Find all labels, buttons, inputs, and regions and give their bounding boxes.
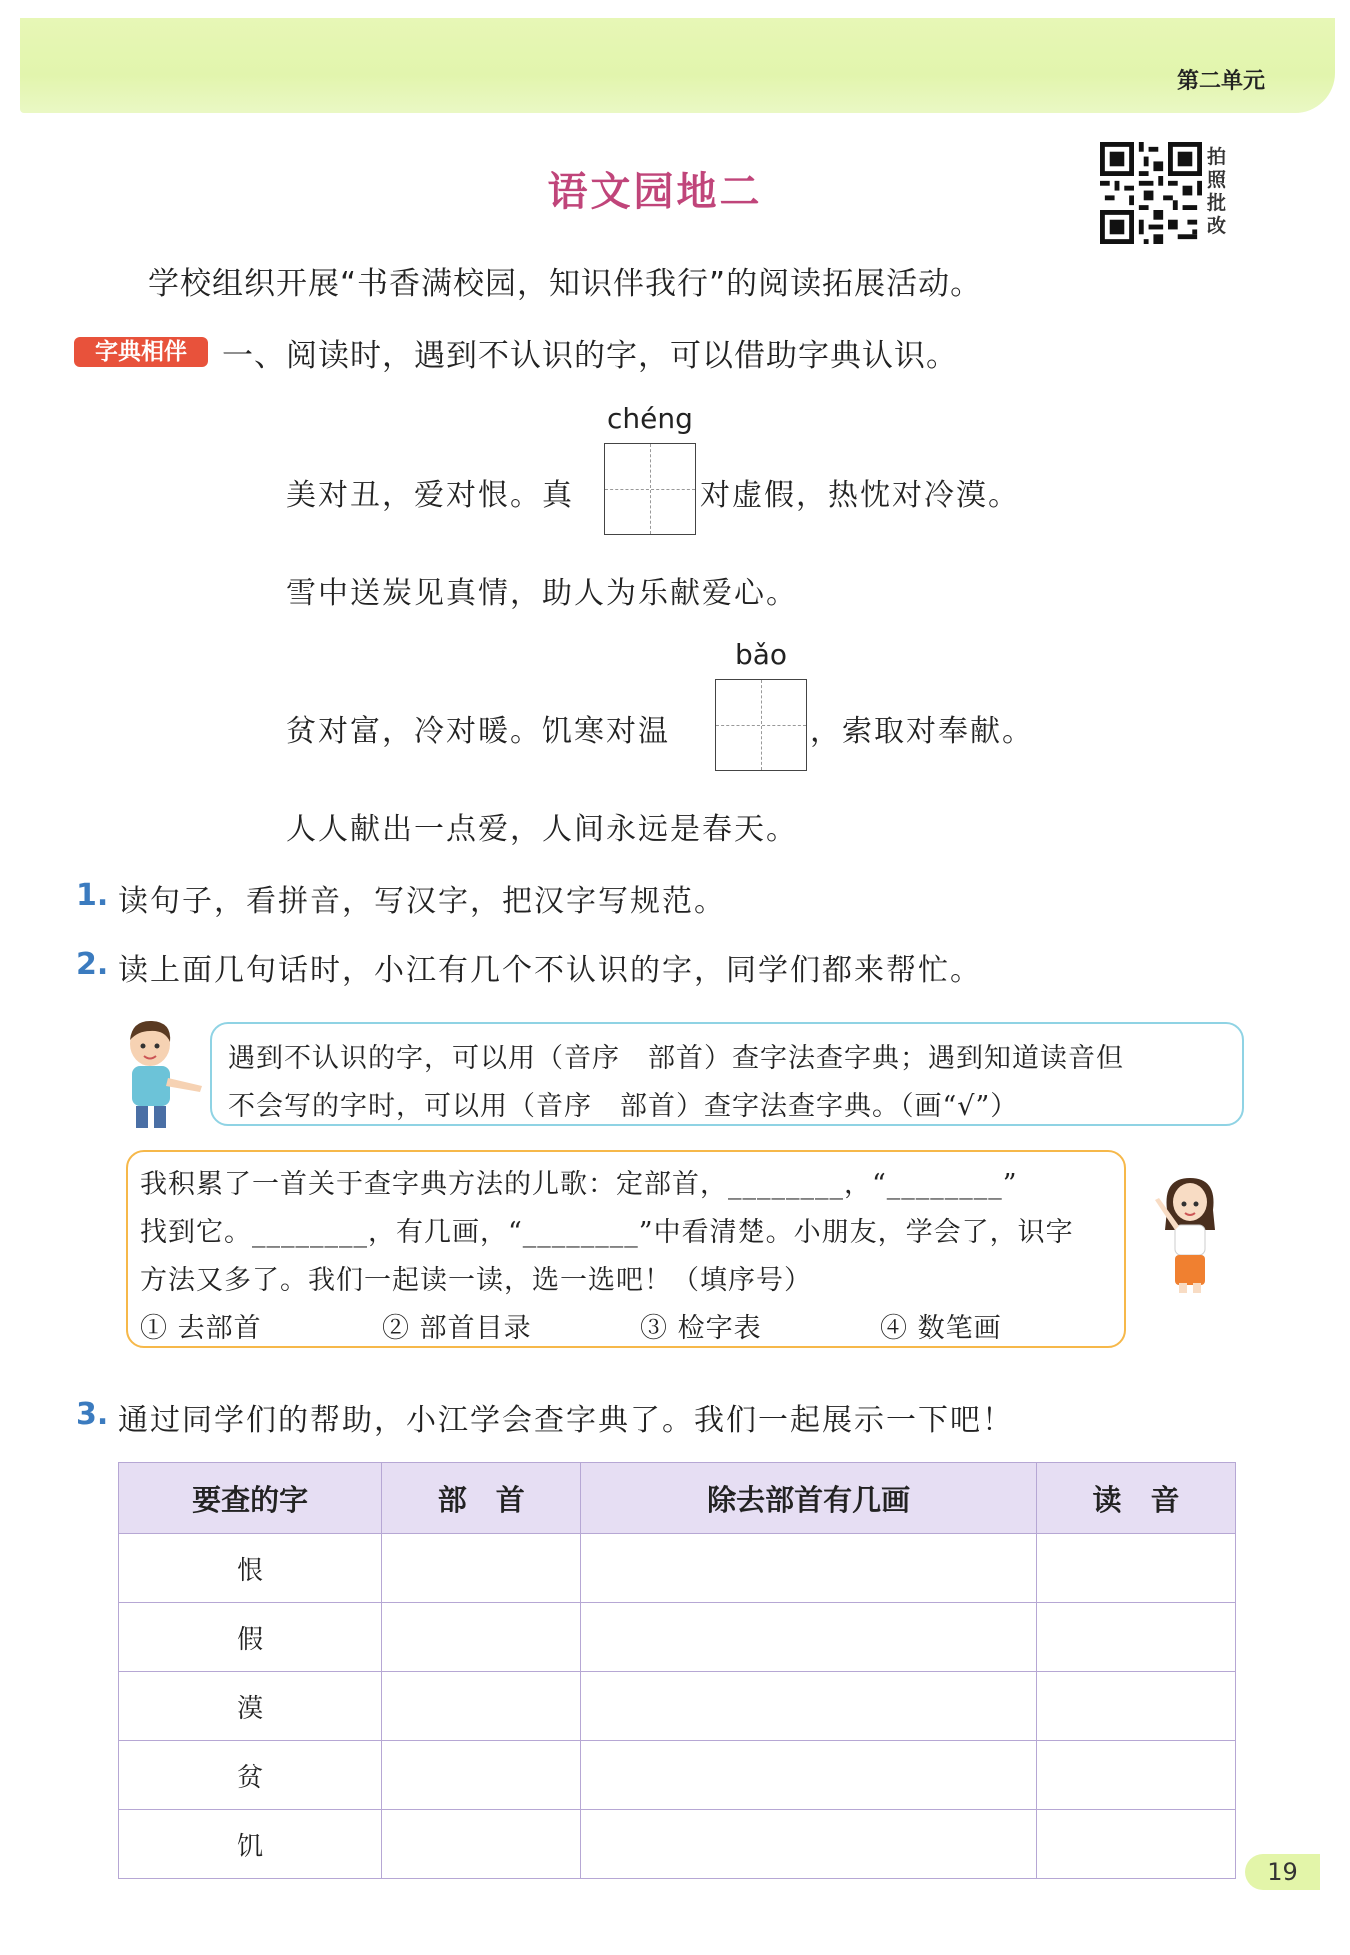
- section-heading: 一、阅读时，遇到不认识的字，可以借助字典认识。: [222, 338, 958, 374]
- qr-code-icon: [1100, 142, 1202, 244]
- q2-number: 2.: [76, 947, 109, 982]
- poem-line-1a: 美对丑，爱对恨。真: [286, 478, 574, 513]
- header-character: 要查的字: [119, 1463, 382, 1534]
- option-4: ④ 数笔画: [880, 1313, 1002, 1344]
- pronunciation-cell[interactable]: [1036, 1534, 1235, 1603]
- radical-cell[interactable]: [382, 1603, 581, 1672]
- radical-cell[interactable]: [382, 1810, 581, 1879]
- option-2: ② 部首目录: [382, 1313, 532, 1344]
- poem-line-2: 雪中送炭见真情，助人为乐献爱心。: [286, 576, 798, 611]
- stroke-cell[interactable]: [581, 1603, 1037, 1672]
- qr-caption: 拍 照 批 改: [1207, 146, 1227, 237]
- stroke-cell[interactable]: [581, 1672, 1037, 1741]
- header-radical: 部 首: [382, 1463, 581, 1534]
- pronunciation-cell[interactable]: [1036, 1810, 1235, 1879]
- stroke-cell[interactable]: [581, 1534, 1037, 1603]
- unit-label: 第二单元: [1176, 69, 1265, 94]
- header-band: [20, 18, 1335, 113]
- stroke-cell[interactable]: [581, 1810, 1037, 1879]
- poem-line-1b: 对虚假，热忱对冷漠。: [700, 478, 1020, 513]
- q3-number: 3.: [76, 1397, 109, 1432]
- intro-text: 学校组织开展“书香满校园，知识伴我行”的阅读拓展活动。: [148, 266, 983, 302]
- pronunciation-cell[interactable]: [1036, 1741, 1235, 1810]
- stroke-cell[interactable]: [581, 1741, 1037, 1810]
- page-number: 19: [1245, 1854, 1320, 1890]
- girl-bubble-line-3: 方法又多了。我们一起读一读，选一选吧！（填序号）: [140, 1265, 812, 1296]
- radical-cell[interactable]: [382, 1672, 581, 1741]
- q3-text: 通过同学们的帮助，小江学会查字典了。我们一起展示一下吧！: [118, 1403, 1014, 1438]
- pronunciation-cell[interactable]: [1036, 1603, 1235, 1672]
- q2-text: 读上面几句话时，小江有几个不认识的字，同学们都来帮忙。: [118, 953, 982, 988]
- boy-illustration: [110, 1016, 210, 1131]
- option-3: ③ 检字表: [640, 1313, 762, 1344]
- row-character: 假: [119, 1603, 382, 1672]
- q1-text: 读句子，看拼音，写汉字，把汉字写规范。: [118, 884, 726, 919]
- row-character: 恨: [119, 1534, 382, 1603]
- row-character: 贫: [119, 1741, 382, 1810]
- pinyin-cheng: chéng: [607, 402, 693, 435]
- header-pronunciation: 读 音: [1036, 1463, 1235, 1534]
- answer-box-bao[interactable]: [715, 679, 807, 771]
- header-stroke-count: 除去部首有几画: [581, 1463, 1037, 1534]
- girl-illustration: [1145, 1170, 1235, 1295]
- girl-bubble-line-2: 找到它。________，有几画，“________”中看清楚。小朋友，学会了，识字: [140, 1217, 1074, 1248]
- radical-cell[interactable]: [382, 1534, 581, 1603]
- page-title: 语文园地二: [547, 169, 763, 215]
- q1-number: 1.: [76, 878, 109, 913]
- answer-box-cheng[interactable]: [604, 443, 696, 535]
- pinyin-bao: bǎo: [735, 638, 788, 671]
- table-row: [119, 1810, 1236, 1879]
- row-character: 饥: [119, 1810, 382, 1879]
- radical-cell[interactable]: [382, 1741, 581, 1810]
- table-row: [119, 1741, 1236, 1810]
- row-character: 漠: [119, 1672, 382, 1741]
- poem-line-3b: ，索取对奉献。: [810, 714, 1034, 749]
- boy-bubble-line-1: 遇到不认识的字，可以用（音序 部首）查字法查字典；遇到知道读音但: [228, 1043, 1124, 1074]
- lookup-table: [118, 1462, 1236, 1879]
- table-row: [119, 1603, 1236, 1672]
- boy-bubble-line-2: 不会写的字时，可以用（音序 部首）查字法查字典。（画“√”）: [228, 1091, 1019, 1122]
- section-badge: 字典相伴: [74, 337, 208, 367]
- pronunciation-cell[interactable]: [1036, 1672, 1235, 1741]
- girl-bubble-line-1: 我积累了一首关于查字典方法的儿歌：定部首，________，“________”: [140, 1169, 1018, 1200]
- table-row: [119, 1534, 1236, 1603]
- table-row: [119, 1672, 1236, 1741]
- option-1: ① 去部首: [140, 1313, 262, 1344]
- poem-line-4: 人人献出一点爱，人间永远是春天。: [286, 812, 798, 847]
- poem-line-3a: 贫对富，冷对暖。饥寒对温: [286, 714, 670, 749]
- table-header-row: [119, 1463, 1236, 1534]
